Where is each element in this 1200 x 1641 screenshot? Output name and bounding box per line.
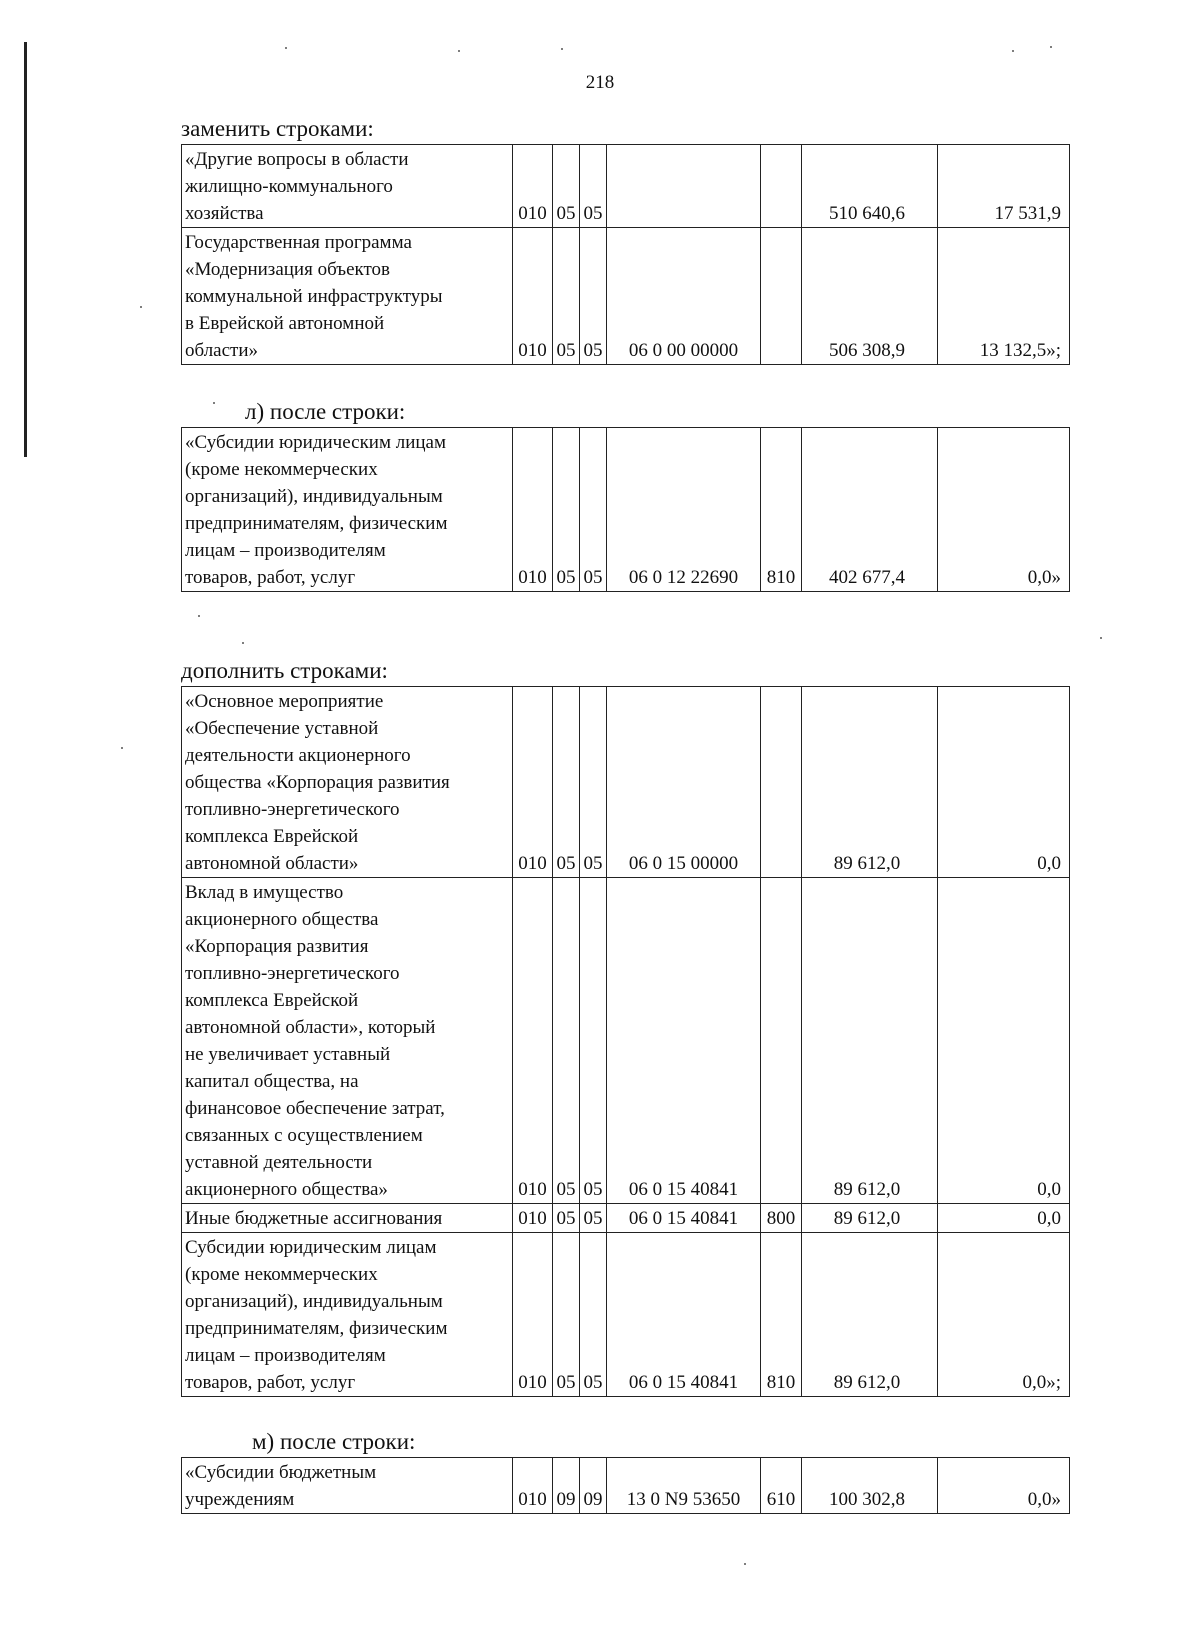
cell-target-article: 13 0 N9 53650 (607, 1458, 761, 1514)
scan-speck (121, 747, 123, 749)
cell-amount: 89 612,0 (802, 878, 938, 1204)
scan-speck (744, 1563, 746, 1565)
cell-subsection: 05 (580, 687, 607, 878)
cell-target-article: 06 0 15 00000 (607, 687, 761, 878)
cell-subsection: 05 (580, 878, 607, 1204)
margin-line (24, 42, 27, 457)
cell-section: 05 (553, 145, 580, 228)
section-heading-add: дополнить строками: (181, 658, 388, 683)
cell-amount-federal: 0,0 (938, 687, 1070, 878)
cell-amount: 89 612,0 (802, 687, 938, 878)
cell-ministry: 010 (513, 1458, 553, 1514)
table-row (182, 878, 1070, 1204)
cell-subsection: 05 (580, 1233, 607, 1397)
scan-speck (1100, 637, 1102, 639)
cell-target-article: 06 0 15 40841 (607, 1204, 761, 1233)
table-row (182, 687, 1070, 878)
section-heading-l: л) после строки: (245, 399, 406, 424)
cell-amount-federal: 0,0» (938, 428, 1070, 592)
cell-expense-type: 810 (761, 1233, 802, 1397)
row-name: «Субсидии юридическим лицам (кроме некоммерческих организаций), индивидуальным предпринимателям, физическим лицам – производителям товаров, работ, услуг (182, 428, 513, 592)
cell-target-article: 06 0 00 00000 (607, 228, 761, 365)
scan-speck (198, 615, 200, 617)
table-row (182, 145, 1070, 228)
row-name: Субсидии юридическим лицам (кроме некоммерческих организаций), индивидуальным предпринимателям, физическим лицам – производителям товаров, работ, услуг (182, 1233, 513, 1397)
cell-amount: 506 308,9 (802, 228, 938, 365)
cell-amount-federal: 0,0 (938, 1204, 1070, 1233)
cell-amount: 89 612,0 (802, 1233, 938, 1397)
table-row (182, 1204, 1070, 1233)
cell-expense-type: 800 (761, 1204, 802, 1233)
scan-speck (1012, 50, 1014, 52)
cell-expense-type (761, 145, 802, 228)
row-name: Иные бюджетные ассигнования (182, 1204, 513, 1233)
cell-amount-federal: 0,0»; (938, 1233, 1070, 1397)
cell-amount: 402 677,4 (802, 428, 938, 592)
cell-expense-type (761, 878, 802, 1204)
cell-target-article: 06 0 15 40841 (607, 878, 761, 1204)
budget-table-add (181, 686, 1070, 1397)
row-name: Вклад в имущество акционерного общества «Корпорация развития топливно-энергетического комплекса Еврейской автономной области», который не увеличивает уставный капитал общества, на финансовое обеспечение затрат, связанных с осуществлением уставной деятельности акционерного общества» (182, 878, 513, 1204)
cell-section: 05 (553, 687, 580, 878)
table-row (182, 1458, 1070, 1514)
table-row (182, 228, 1070, 365)
table-row (182, 428, 1070, 592)
scan-speck (213, 402, 215, 404)
cell-subsection: 05 (580, 428, 607, 592)
row-name: Государственная программа «Модернизация объектов коммунальной инфраструктуры в Еврейской автономной области» (182, 228, 513, 365)
cell-ministry: 010 (513, 1233, 553, 1397)
row-name: «Другие вопросы в области жилищно-коммунального хозяйства (182, 145, 513, 228)
cell-section: 09 (553, 1458, 580, 1514)
cell-amount-federal: 17 531,9 (938, 145, 1070, 228)
cell-amount: 89 612,0 (802, 1204, 938, 1233)
cell-ministry: 010 (513, 878, 553, 1204)
cell-subsection: 09 (580, 1458, 607, 1514)
scan-speck (285, 47, 287, 49)
budget-table-replace (181, 144, 1070, 365)
cell-amount: 100 302,8 (802, 1458, 938, 1514)
cell-section: 05 (553, 1204, 580, 1233)
cell-section: 05 (553, 1233, 580, 1397)
cell-ministry: 010 (513, 687, 553, 878)
cell-ministry: 010 (513, 228, 553, 365)
scan-speck (458, 50, 460, 52)
scan-speck (140, 306, 142, 308)
section-heading-replace: заменить строками: (181, 116, 374, 141)
cell-amount-federal: 13 132,5»; (938, 228, 1070, 365)
cell-target-article: 06 0 12 22690 (607, 428, 761, 592)
cell-subsection: 05 (580, 228, 607, 365)
cell-expense-type (761, 687, 802, 878)
cell-target-article (607, 145, 761, 228)
page-number: 218 (585, 72, 615, 93)
table-row (182, 1233, 1070, 1397)
cell-ministry: 010 (513, 428, 553, 592)
row-name: «Основное мероприятие «Обеспечение уставной деятельности акционерного общества «Корпорация развития топливно-энергетического комплекса Еврейской автономной области» (182, 687, 513, 878)
cell-section: 05 (553, 428, 580, 592)
cell-ministry: 010 (513, 145, 553, 228)
cell-amount-federal: 0,0» (938, 1458, 1070, 1514)
cell-expense-type (761, 228, 802, 365)
scan-speck (1050, 46, 1052, 48)
budget-table-m (181, 1457, 1070, 1514)
cell-amount-federal: 0,0 (938, 878, 1070, 1204)
cell-subsection: 05 (580, 1204, 607, 1233)
cell-expense-type: 810 (761, 428, 802, 592)
cell-subsection: 05 (580, 145, 607, 228)
row-name: «Субсидии бюджетным учреждениям (182, 1458, 513, 1514)
section-heading-m: м) после строки: (252, 1429, 416, 1454)
cell-ministry: 010 (513, 1204, 553, 1233)
budget-table-l (181, 427, 1070, 592)
cell-section: 05 (553, 878, 580, 1204)
cell-section: 05 (553, 228, 580, 365)
cell-target-article: 06 0 15 40841 (607, 1233, 761, 1397)
scan-speck (561, 48, 563, 50)
cell-expense-type: 610 (761, 1458, 802, 1514)
cell-amount: 510 640,6 (802, 145, 938, 228)
scan-speck (242, 642, 244, 644)
